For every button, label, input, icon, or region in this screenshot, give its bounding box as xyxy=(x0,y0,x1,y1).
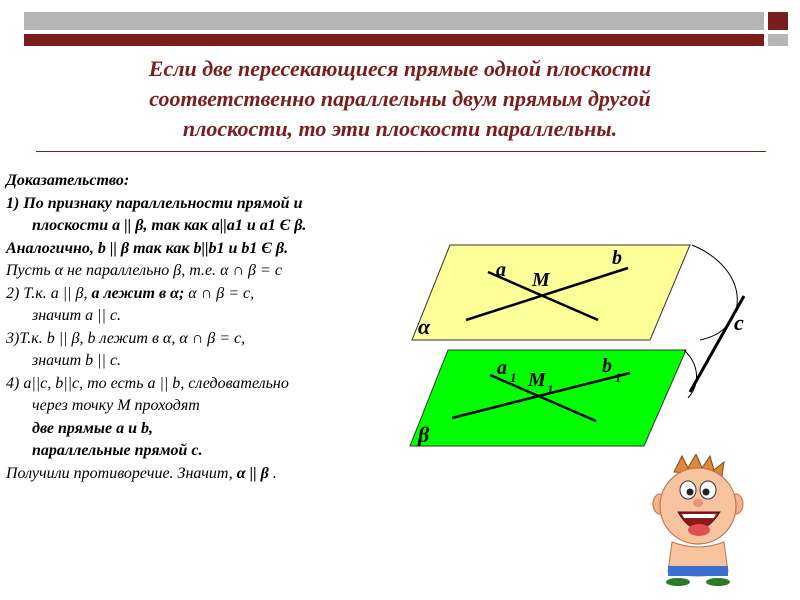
label-b: b xyxy=(612,247,622,269)
boy-left-pupil xyxy=(687,489,694,496)
header-red-bar xyxy=(24,34,764,46)
boy-left-shoe xyxy=(666,578,690,586)
proof-line-7 xyxy=(6,463,416,486)
label-a1: a xyxy=(497,357,507,379)
proof-line-5a: 3)Т.к. b || β, b лежит в α, α ∩ β = c, xyxy=(6,329,246,347)
proof-line-6a: 4) a||c, b||c, то есть a || b, следовательно xyxy=(6,374,289,392)
proof-line-4a-post: α ∩ β = c, xyxy=(184,284,255,302)
cartoon-boy-image xyxy=(652,454,748,586)
proof-line-4a-pre: 2) Т.к. a || β, xyxy=(6,284,92,302)
boy-right-pupil xyxy=(703,489,710,496)
label-M: M xyxy=(532,269,550,291)
proof-line-4b: значит a || c. xyxy=(32,307,122,324)
label-b1-sub: 1 xyxy=(615,370,622,385)
boy-teeth xyxy=(682,514,716,518)
planes-figure xyxy=(390,230,770,460)
header-gray-square xyxy=(768,34,788,46)
label-alpha: α xyxy=(418,314,431,339)
proof-line-1a: 1) По признаку параллельности прямой и xyxy=(6,194,303,212)
label-a: a xyxy=(496,259,506,281)
plane-beta xyxy=(410,350,686,446)
proof-line-6c: две прямые a и b, xyxy=(32,419,153,437)
title-divider xyxy=(36,151,766,152)
label-beta: β xyxy=(418,422,430,447)
proof-text xyxy=(6,170,416,485)
proof-line-4a-bold: a лежит в α; xyxy=(91,284,185,302)
boy-shorts xyxy=(668,566,728,576)
proof-line-4a xyxy=(6,283,416,306)
slide-title: Если две пересекающиеся прямые одной плоскости соответственно параллельны двум прямым другой плоскости, то эти плоскости параллельны. xyxy=(148,56,652,141)
proof-line-1b: плоскости a || β, так как a||a1 и a1 Є β. xyxy=(32,217,307,234)
boy-nose xyxy=(693,499,703,507)
label-b1: b xyxy=(602,355,612,377)
proof-line-7-post: . xyxy=(268,464,277,482)
proof-line-2: Аналогично, b || β так как b||b1 и b1 Є β. xyxy=(6,239,289,257)
proof-line-7-bold: α || β xyxy=(236,464,269,482)
boy-tongue xyxy=(688,524,710,536)
proof-line-6d: параллельные прямой c. xyxy=(32,442,203,459)
proof-line-6b: через точку M проходят xyxy=(32,397,200,414)
header-red-square xyxy=(768,12,788,30)
label-c: c xyxy=(734,310,744,335)
proof-line-7-pre: Получили противоречие. Значит, xyxy=(6,464,237,482)
proof-line-3: Пусть α не параллельно β, т.е. α ∩ β = c xyxy=(6,262,282,279)
header-gray-bar xyxy=(24,12,764,30)
label-M1-sub: 1 xyxy=(547,382,554,397)
proof-heading: Доказательство: xyxy=(6,172,130,189)
label-a1-sub: 1 xyxy=(510,370,517,385)
label-M1: M xyxy=(528,369,546,391)
alpha-extension-arc xyxy=(692,245,737,340)
header-decoration xyxy=(24,12,788,46)
proof-line-5b: значит b || c. xyxy=(32,352,122,369)
boy-right-shoe xyxy=(706,578,730,586)
